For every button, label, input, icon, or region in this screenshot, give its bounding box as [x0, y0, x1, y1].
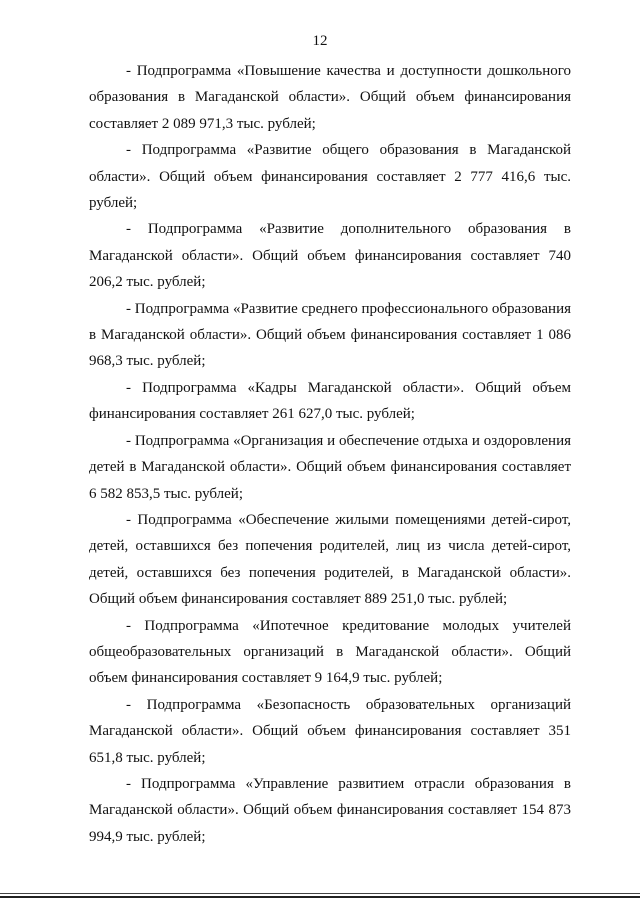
paragraph-orphan-housing: - Подпрограмма «Обеспечение жилыми помещениями детей-сирот, детей, оставшихся без попечения родителей, лиц из числа детей-сирот, детей, оставшихся без попечения родителей, в Магаданской области». Общий объем финансирования составляет 889 251,0 тыс. рублей; — [89, 511, 571, 608]
paragraph-vocational-education: - Подпрограмма «Развитие среднего профессионального образования в Магаданской области». Общий объем финансирования составляет 1 086 968,3 тыс. рублей; — [89, 300, 571, 370]
paragraph-education-management: - Подпрограмма «Управление развитием отрасли образования в Магаданской области». Общий объем финансирования составляет 154 873 994,9 тыс. рублей; — [89, 775, 571, 845]
paragraph-additional-education: - Подпрограмма «Развитие дополнительного образования в Магаданской области». Общий объем финансирования составляет 740 206,2 тыс. рублей; — [89, 221, 571, 291]
paragraph-children-recreation: - Подпрограмма «Организация и обеспечение отдыха и оздоровления детей в Магаданской области». Общий объем финансирования составляет 6 582 853,5 тыс. рублей; — [89, 432, 571, 502]
paragraph-teacher-mortgage: - Подпрограмма «Ипотечное кредитование молодых учителей общеобразовательных организаций в Магаданской области». Общий объем финансирования составляет 9 164,9 тыс. рублей; — [89, 617, 571, 687]
paragraph-personnel: - Подпрограмма «Кадры Магаданской области». Общий объем финансирования составляет 261 627,0 тыс. рублей; — [89, 379, 571, 423]
paragraph-school-safety: - Подпрограмма «Безопасность образовательных организаций Магаданской области». Общий объем финансирования составляет 351 651,8 тыс. рублей; — [89, 696, 571, 766]
page-number: 12 — [312, 33, 328, 49]
paragraph-preschool-education: - Подпрограмма «Повышение качества и доступности дошкольного образования в Магаданской области». Общий объем финансирования составляет 2 089 971,3 тыс. рублей; — [89, 63, 571, 132]
bottom-border-line — [0, 893, 640, 894]
bottom-border-line-thick — [0, 896, 640, 898]
document-body — [89, 58, 571, 850]
paragraph-general-education: - Подпрограмма «Развитие общего образования в Магаданской области». Общий объем финансирования составляет 2 777 416,6 тыс. рублей; — [89, 142, 571, 212]
